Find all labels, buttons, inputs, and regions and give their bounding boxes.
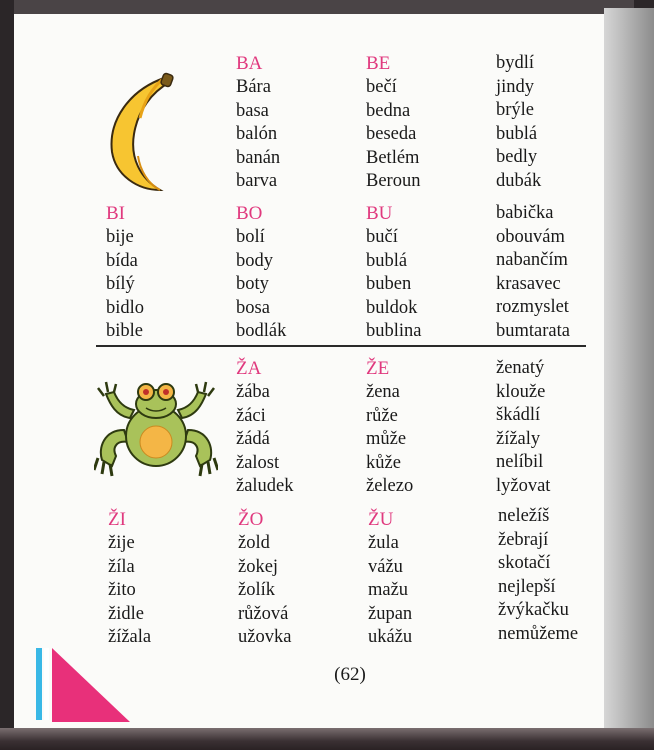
word: lyžovat <box>496 475 551 496</box>
word: bumtarata <box>496 320 570 341</box>
word: bída <box>106 250 138 271</box>
word: bílý <box>106 274 135 294</box>
word: bodlák <box>236 321 287 341</box>
word: žokej <box>238 556 279 577</box>
word: body <box>236 250 273 271</box>
word: bublá <box>496 123 538 144</box>
word: bedna <box>366 100 411 121</box>
word: žížala <box>108 627 152 647</box>
word: železo <box>366 476 414 496</box>
syllable-heading: ŽI <box>108 509 126 530</box>
column-bo <box>236 202 286 344</box>
word: Betlém <box>366 147 420 168</box>
word: žvýkačku <box>498 600 569 620</box>
column-zu <box>368 508 412 650</box>
syllable-heading: BI <box>106 203 125 224</box>
word: žába <box>236 382 270 402</box>
word: basa <box>236 100 269 121</box>
column-b-mixed-1 <box>496 52 541 193</box>
word: neležíš <box>498 506 550 526</box>
column-bu <box>366 202 422 344</box>
word: žebrají <box>498 529 549 550</box>
word: žena <box>366 382 400 402</box>
word: buldok <box>366 297 418 318</box>
word: žold <box>238 533 270 553</box>
word: nejlepší <box>498 576 556 597</box>
word: Beroun <box>366 171 421 191</box>
word: nabančím <box>496 250 568 270</box>
word: žito <box>108 580 136 600</box>
syllable-heading: BU <box>366 203 393 224</box>
word: barva <box>236 171 278 191</box>
word: skotačí <box>498 553 551 573</box>
page-binding-shadow <box>604 8 654 736</box>
word: může <box>366 429 407 449</box>
page-top-edge <box>14 0 634 14</box>
word: nelíbil <box>496 452 544 472</box>
decorative-white-stripe <box>44 648 49 720</box>
syllable-heading: ŽA <box>236 358 262 379</box>
word: vážu <box>368 556 403 577</box>
word: krasavec <box>496 273 561 294</box>
word: dubák <box>496 170 542 191</box>
word: žádá <box>236 429 270 449</box>
page-bottom-edge <box>0 728 654 750</box>
syllable-heading: ŽU <box>368 509 394 530</box>
word: bosa <box>236 297 270 318</box>
word: žížaly <box>496 428 541 449</box>
word: žalost <box>236 452 280 473</box>
column-zo <box>238 508 291 650</box>
word: župan <box>368 603 413 624</box>
word: užovka <box>238 627 292 647</box>
column-za <box>236 357 294 499</box>
word: bydlí <box>496 53 535 73</box>
syllable-heading: BE <box>366 53 391 74</box>
syllable-heading: BO <box>236 203 263 224</box>
syllable-heading: ŽE <box>366 358 390 379</box>
word: banán <box>236 147 281 168</box>
word: růže <box>366 405 398 426</box>
word: bedly <box>496 147 538 167</box>
word: škádlí <box>496 405 541 425</box>
word: ženatý <box>496 358 545 378</box>
section-divider <box>96 345 586 347</box>
frog-icon <box>94 378 218 478</box>
word: bečí <box>366 77 397 97</box>
column-zi <box>108 508 151 650</box>
column-b-mixed-2 <box>496 202 570 343</box>
word: boty <box>236 274 269 294</box>
banana-icon <box>100 72 180 194</box>
column-be <box>366 52 420 194</box>
word: žaludek <box>236 476 294 496</box>
word: obouvám <box>496 226 565 247</box>
page-number: (62) <box>334 664 366 685</box>
word: ukážu <box>368 627 413 647</box>
word: kůže <box>366 452 401 473</box>
decorative-pink-triangle <box>52 648 132 722</box>
word: jindy <box>496 76 535 97</box>
word: bible <box>106 321 143 341</box>
word: beseda <box>366 124 417 144</box>
word: žáci <box>236 405 266 426</box>
word: klouže <box>496 381 546 402</box>
word: žíla <box>108 556 135 577</box>
word: rozmyslet <box>496 297 569 317</box>
word: brýle <box>496 100 535 120</box>
word: žije <box>108 533 135 553</box>
word: růžová <box>238 603 289 624</box>
word: žolík <box>238 580 275 600</box>
decorative-blue-stripe <box>36 648 42 720</box>
word: bidlo <box>106 297 145 318</box>
syllable-heading: BA <box>236 53 263 74</box>
column-bi <box>106 202 144 344</box>
word: mažu <box>368 580 409 600</box>
word: bublá <box>366 250 408 271</box>
syllable-heading: ŽO <box>238 509 264 530</box>
word: Bára <box>236 77 271 97</box>
column-ba <box>236 52 280 194</box>
word: bučí <box>366 227 398 247</box>
word: buben <box>366 274 412 294</box>
column-z-mixed-1 <box>496 357 550 498</box>
word: nemůžeme <box>498 623 579 644</box>
column-z-mixed-2 <box>498 505 578 646</box>
word: babička <box>496 203 554 223</box>
word: žula <box>368 533 399 553</box>
word: bije <box>106 227 134 247</box>
word: bolí <box>236 227 265 247</box>
column-ze <box>366 357 413 499</box>
word: bublina <box>366 321 422 341</box>
word: balón <box>236 124 278 144</box>
word: židle <box>108 603 144 624</box>
